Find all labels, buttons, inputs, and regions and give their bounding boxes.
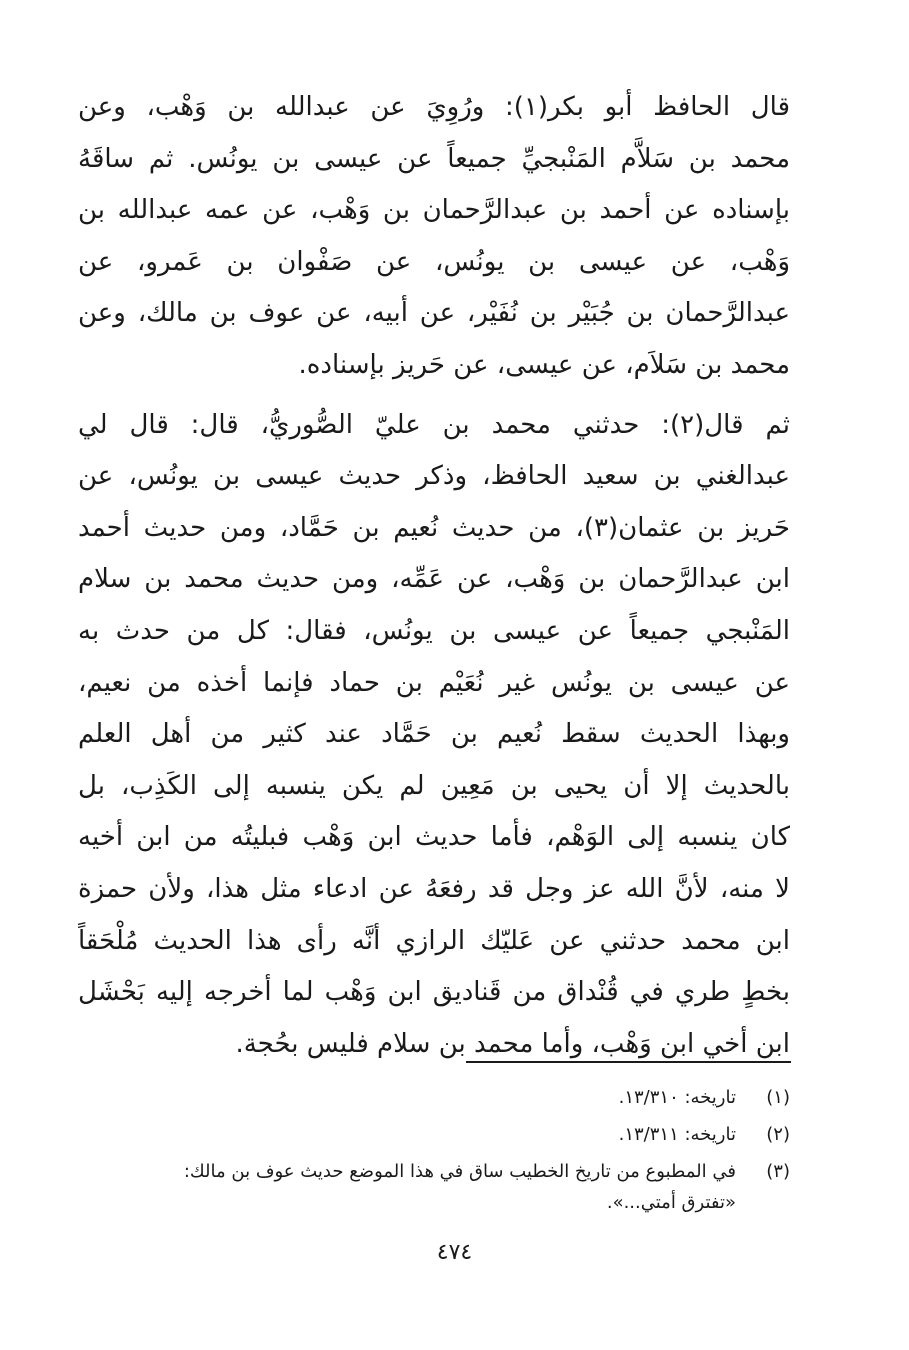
text-line: لا منه، لأنَّ الله عز وجل قد رفعَهُ عن ادعاء مثل هذا، ولأن حمزة <box>78 873 790 904</box>
text-line: ابن عبدالرَّحمان بن وَهْب، عن عَمِّه، ومن حديث محمد بن سلام <box>78 564 790 595</box>
footnote-text <box>78 1119 736 1150</box>
footnote-3 <box>78 1156 790 1218</box>
text-line: ثم قال(٢): حدثني محمد بن عليّ الصُّوريُّ، قال: قال لي <box>78 409 790 440</box>
footnote-line: تاريخه: ١٣/٣١١. <box>618 1124 736 1145</box>
footnote-line: في المطبوع من تاريخ الخطيب ساق في هذا الموضع حديث عوف بن مالك: <box>183 1161 736 1182</box>
text-line: عبدالرَّحمان بن جُبَيْر بن نُفَيْر، عن أبيه، عن عوف بن مالك، وعن <box>78 298 790 329</box>
text-line: حَريز بن عثمان(٣)، من حديث نُعيم بن حَمَّاد، ومن حديث أحمد <box>78 512 790 543</box>
text-line: بالحديث إلا أن يحيى بن مَعِين لم يكن ينسبه إلى الكَذِب، بل <box>78 770 790 801</box>
footnote-2 <box>78 1119 790 1150</box>
text-line: وَهْب، عن عيسى بن يونُس، عن صَفْوان بن عَمرو، عن <box>78 246 790 277</box>
text-line: محمد بن سَلاَّم المَنْبجيِّ جميعاً عن عيسى بن يونُس. ثم ساقَهُ <box>78 143 790 174</box>
footnote-divider <box>466 1061 791 1063</box>
text-line: المَنْبجي جميعاً عن عيسى بن يونُس، فقال: كل من حدث به <box>78 615 790 646</box>
text-line: عبدالغني بن سعيد الحافظ، وذكر حديث عيسى بن يونُس، عن <box>78 461 790 492</box>
text-line: كان ينسبه إلى الوَهْم، فأما حديث ابن وَهْب فبليتُه من ابن أخيه <box>78 822 790 853</box>
footnote-1 <box>78 1082 790 1113</box>
page-number: ٤٧٤ <box>436 1240 473 1265</box>
footnotes <box>78 1082 790 1224</box>
paragraph-2 <box>78 400 790 1071</box>
text-line: وبهذا الحديث سقط نُعيم بن حَمَّاد عند كثير من أهل العلم <box>78 719 790 750</box>
footnote-line: «تفترق أمتي...». <box>606 1192 736 1213</box>
footnote-number: (٢) <box>766 1124 790 1145</box>
footnote-number: (٣) <box>766 1161 790 1182</box>
text-line: عن عيسى بن يونُس غير نُعَيْم بن حماد فإنما أخذه من نعيم، <box>78 667 790 698</box>
footnote-text <box>78 1156 736 1218</box>
text-line: بإسناده عن أحمد بن عبدالرَّحمان بن وَهْب، عن عمه عبدالله بن <box>78 195 790 226</box>
paragraph-1 <box>78 82 790 392</box>
footnote-number: (١) <box>766 1087 790 1108</box>
footnote-text <box>78 1082 736 1113</box>
main-text <box>78 82 790 1070</box>
text-line: ابن محمد حدثني عن عَليّك الرازي أنَّه رأى هذا الحديث مُلْحَقاً <box>78 925 790 956</box>
footnote-line: تاريخه: ١٣/٣١٠. <box>618 1087 736 1108</box>
text-line: ابن أخي ابن وَهْب، وأما محمد بن سلام فليس بحُجة. <box>235 1028 790 1059</box>
text-line: قال الحافظ أبو بكر(١): ورُوِيَ عن عبدالله بن وَهْب، وعن <box>78 92 790 122</box>
paragraph-gap <box>78 392 790 400</box>
text-line: بخطٍ طري في قُنْداق من قَناديق ابن وَهْب لما أخرجه إليه بَحْشَل <box>78 977 790 1008</box>
text-line: محمد بن سَلاَم، عن عيسى، عن حَريز بإسناده. <box>298 349 790 380</box>
